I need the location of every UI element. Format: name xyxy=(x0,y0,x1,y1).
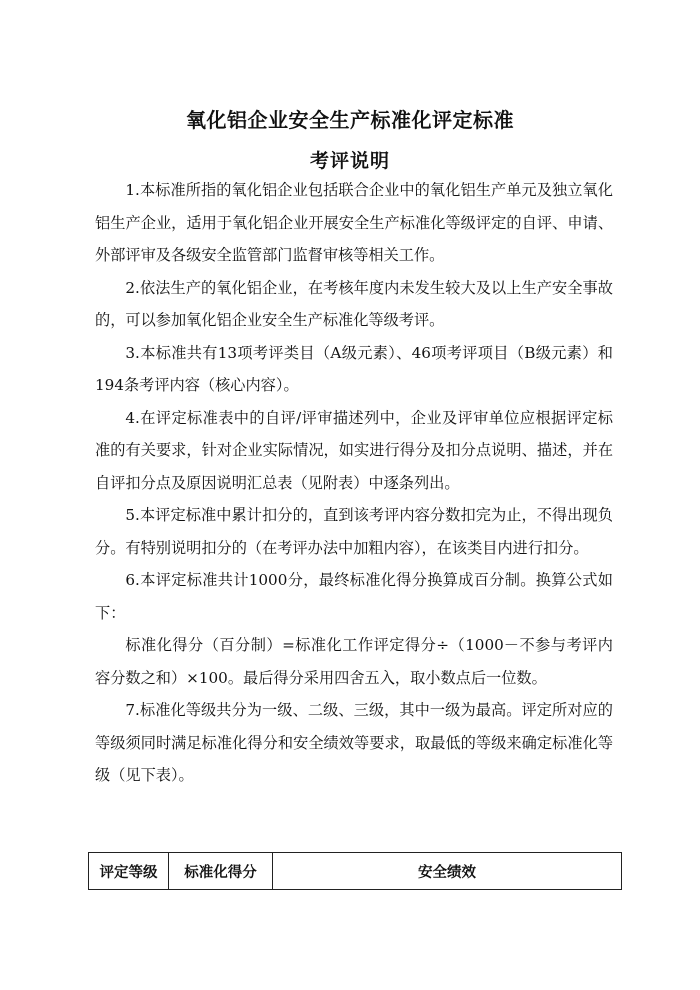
paragraph-7: 7.标准化等级共分为一级、二级、三级，其中一级为最高。评定所对应的等级须同时满足标准化得分和安全绩效等要求，取最低的等级来确定标准化等级（见下表）。 xyxy=(95,701,613,784)
header-cell-score: 标准化得分 xyxy=(169,853,273,889)
formula-paragraph: 标准化得分（百分制）=标准化工作评定得分÷（1000－不参与考评内容分数之和）×100。最后得分采用四舍五入，取小数点后一位数。 xyxy=(95,636,613,687)
header-cell-grade: 评定等级 xyxy=(89,853,169,889)
header-cell-safety-performance: 安全绩效 xyxy=(418,864,476,881)
grade-table-header xyxy=(88,852,622,890)
paragraph-5: 5.本评定标准中累计扣分的，直到该考评内容分数扣完为止，不得出现负分。有特别说明扣分的（在考评办法中加粗内容），在该类目内进行扣分。 xyxy=(95,506,613,557)
paragraph-4: 4.在评定标准表中的自评/评审描述列中，企业及评审单位应根据评定标准的有关要求，针对企业实际情况，如实进行得分及扣分点说明、描述，并在自评扣分点及原因说明汇总表（见附表）中逐条列出。 xyxy=(95,408,613,492)
paragraph-1: 1.本标准所指的氧化铝企业包括联合企业中的氧化铝生产单元及独立氧化铝生产企业，适用于氧化铝企业开展安全生产标准化等级评定的自评、申请、外部评审及各级安全监管部门监督审核等相关工作。 xyxy=(95,181,613,264)
document-body xyxy=(95,174,613,792)
document-subtitle: 考评说明 xyxy=(309,150,390,172)
paragraph-2: 2.依法生产的氧化铝企业，在考核年度内未发生较大及以上生产安全事故的，可以参加氧化铝企业安全生产标准化等级考评。 xyxy=(95,278,613,329)
document-title: 氧化铝企业安全生产标准化评定标准 xyxy=(186,108,514,132)
paragraph-6: 6.本评定标准共计1000分，最终标准化得分换算成百分制。换算公式如下： xyxy=(95,571,613,622)
paragraph-3: 3.本标准共有13项考评类目（A级元素）、46项考评项目（B级元素）和194条考评内容（核心内容）。 xyxy=(95,343,613,394)
